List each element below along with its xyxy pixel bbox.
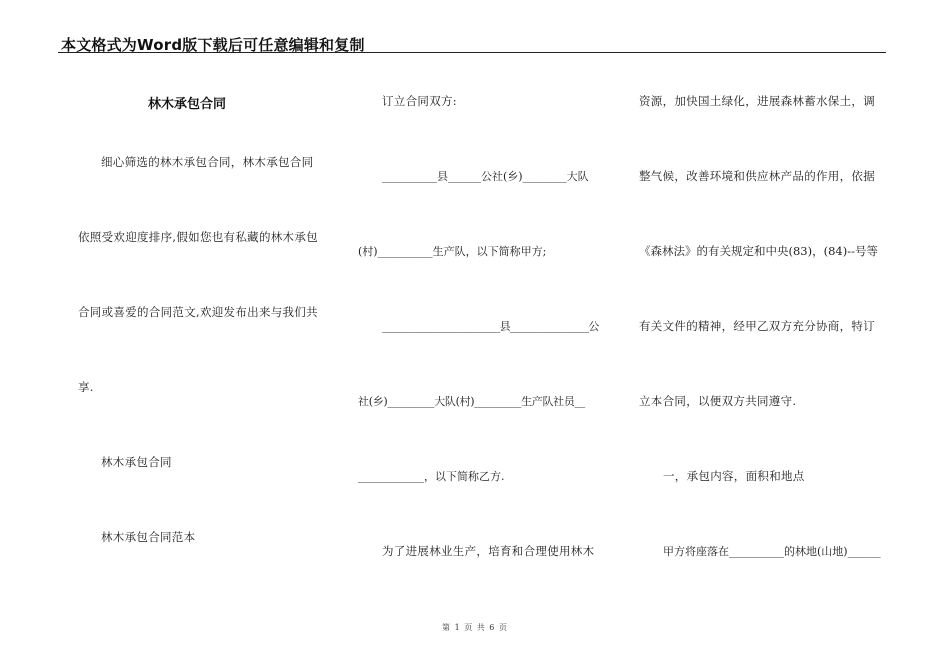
col3-line-6: 一，承包内容，面积和地点 — [663, 469, 805, 483]
col3-line-2: 整气候，改善环境和供应林产品的作用，依据 — [639, 169, 875, 183]
col2-line-6: ____________，以下简称乙方. — [358, 470, 505, 483]
col2-line-1: 订立合同双方: — [382, 94, 457, 108]
col1-line-5: 林木承包合同 — [101, 455, 172, 469]
col3-line-7: 甲方将座落在__________的林地(山地)______ — [663, 545, 881, 558]
col1-line-4: 享. — [78, 380, 94, 394]
col2-line-2: __________县______公社(乡)________大队 — [382, 170, 589, 183]
col3-line-1: 资源，加快国土绿化，进展森林蓄水保土，调 — [639, 94, 875, 108]
col1-line-1: 细心筛选的林木承包合同，林木承包合同 — [101, 155, 314, 169]
page-number: 第 1 页 共 6 页 — [442, 623, 508, 632]
col2-line-3: (村)__________生产队，以下简称甲方; — [358, 245, 547, 258]
document-header-title: 本文格式为Word版下载后可任意编辑和复制 — [61, 36, 365, 54]
col1-line-6: 林木承包合同范本 — [101, 530, 196, 544]
col2-line-4: ________________________县________________公 — [382, 320, 599, 333]
col3-line-5: 立本合同，以便双方共同遵守. — [639, 394, 797, 408]
col2-line-7: 为了进展林业生产，培育和合理使用林木 — [382, 544, 595, 558]
col3-line-4: 有关文件的精神，经甲乙双方充分协商，特订 — [639, 319, 875, 333]
col1-line-2: 依照受欢迎度排序,假如您也有私藏的林木承包 — [78, 230, 318, 244]
col3-line-3: 《森林法》的有关规定和中央(83)，(84)--号等 — [639, 244, 878, 258]
col2-line-5: 社(乡)_________大队(村)_________生产队社员__ — [358, 395, 585, 408]
header-divider — [58, 52, 886, 53]
col1-line-3: 合同或喜爱的合同范文,欢迎发布出来与我们共 — [78, 305, 318, 319]
document-title: 林木承包合同 — [148, 97, 227, 112]
